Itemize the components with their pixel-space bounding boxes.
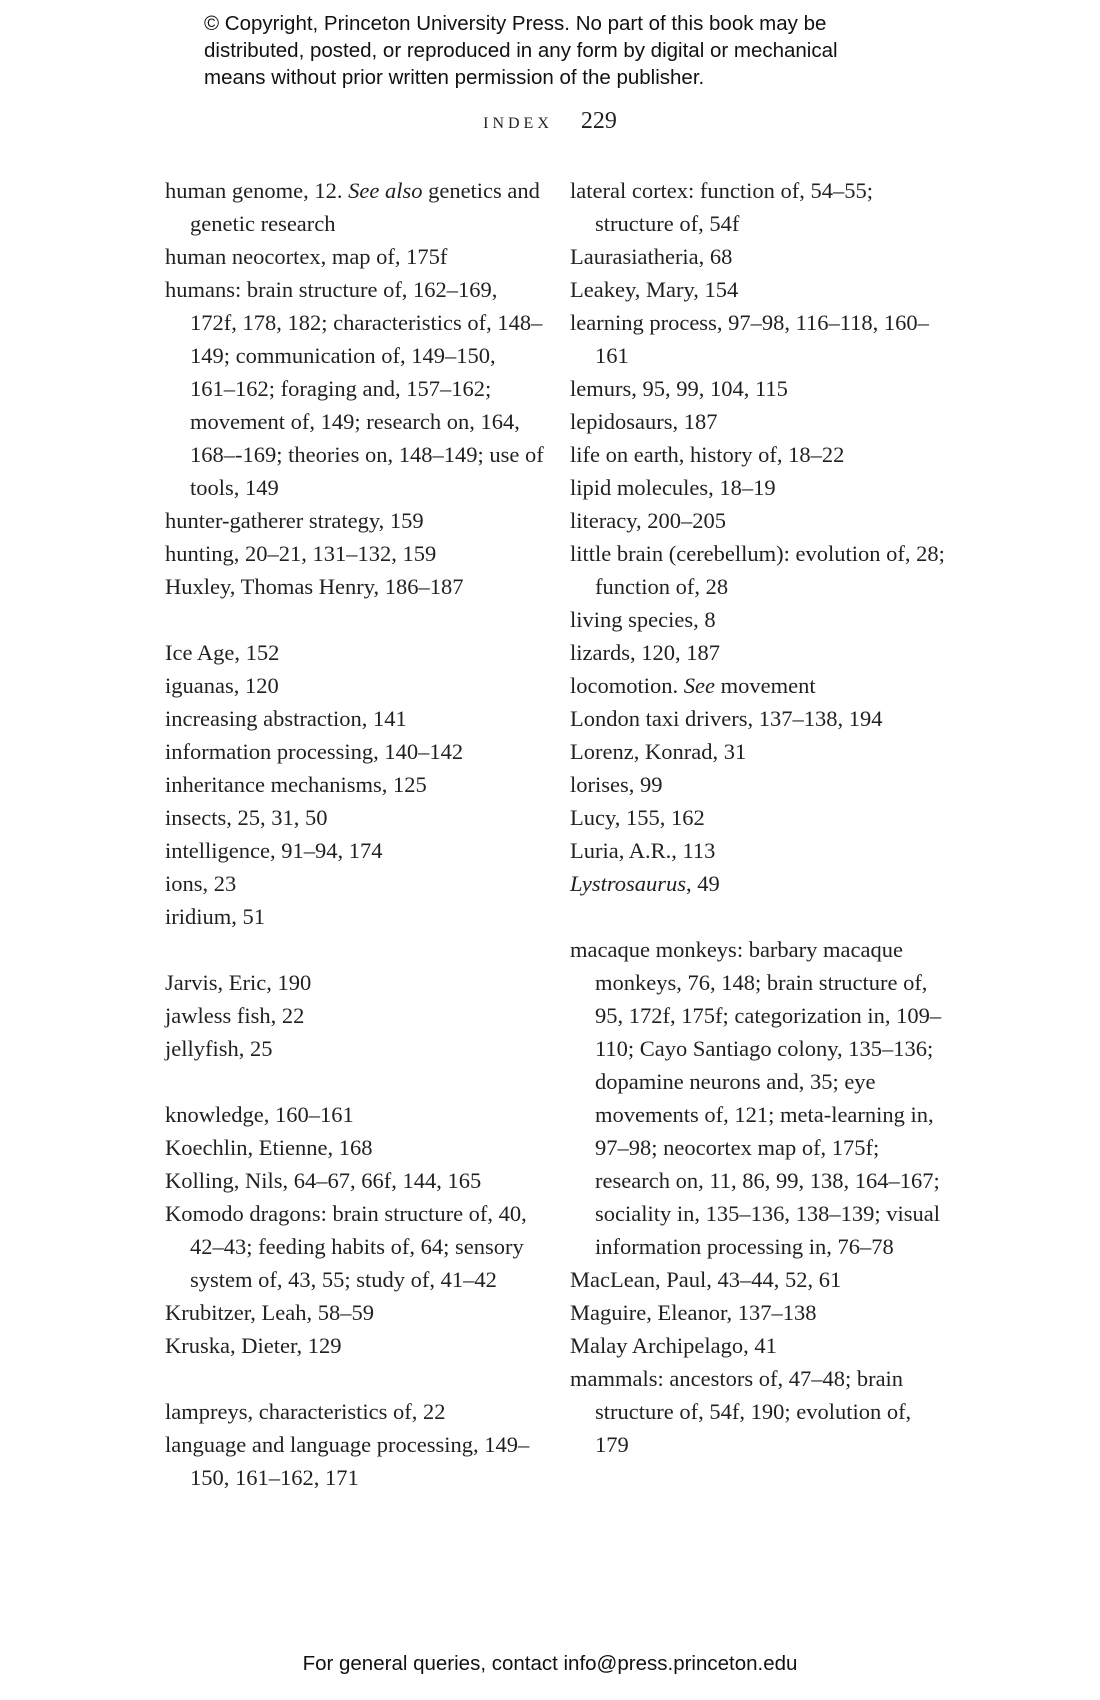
index-entry: life on earth, history of, 18–22: [570, 442, 845, 467]
copyright-line: means without prior written permission of the publisher.: [204, 66, 705, 89]
index-entry: mammals: ancestors of, 47–48; brain structure of, 54f, 190; evolution of, 179: [570, 1366, 912, 1457]
index-entry: locomotion. See movement: [570, 673, 816, 698]
index-entry: Komodo dragons: brain structure of, 40, 42–43; feeding habits of, 64; sensory system of, 43, 55; study of, 41–42: [165, 1201, 527, 1292]
index-entry: lizards, 120, 187: [570, 640, 720, 665]
copyright-line: © Copyright, Princeton University Press. No part of this book may be: [204, 12, 827, 35]
index-column-right: [570, 174, 950, 1461]
index-entry: Ice Age, 152: [165, 640, 280, 665]
letter-group-gap: [165, 1065, 545, 1098]
index-entry: jawless fish, 22: [165, 1003, 305, 1028]
index-entry: Lucy, 155, 162: [570, 805, 705, 830]
index-entry: Maguire, Eleanor, 137–138: [570, 1300, 817, 1325]
index-entry: inheritance mechanisms, 125: [165, 772, 427, 797]
index-entry: Kruska, Dieter, 129: [165, 1333, 342, 1358]
index-entry: literacy, 200–205: [570, 508, 726, 533]
index-entry: lateral cortex: function of, 54–55; structure of, 54f: [570, 178, 874, 236]
index-entry: MacLean, Paul, 43–44, 52, 61: [570, 1267, 842, 1292]
index-entry: language and language processing, 149–150, 161–162, 171: [165, 1432, 530, 1490]
index-entry: Malay Archipelago, 41: [570, 1333, 777, 1358]
running-head-label: INDEX: [483, 115, 553, 132]
letter-group-gap: [570, 900, 950, 933]
index-entry: lorises, 99: [570, 772, 663, 797]
index-entry: learning process, 97–98, 116–118, 160–161: [570, 310, 929, 368]
index-entry: increasing abstraction, 141: [165, 706, 407, 731]
index-column-left: [165, 174, 545, 1494]
index-entry: iguanas, 120: [165, 673, 279, 698]
index-entry: Kolling, Nils, 64–67, 66f, 144, 165: [165, 1168, 482, 1193]
index-entry: hunter-gatherer strategy, 159: [165, 508, 424, 533]
index-entry: intelligence, 91–94, 174: [165, 838, 383, 863]
index-entry: London taxi drivers, 137–138, 194: [570, 706, 883, 731]
index-entry: Koechlin, Etienne, 168: [165, 1135, 373, 1160]
index-entry: macaque monkeys: barbary macaque monkeys, 76, 148; brain structure of, 95, 172f, 175f; categorization in, 109–110; Cayo Santiago colony, 135–136; dopamine neurons and, 35; eye movements of, 121; meta-learning in, 97–98; neocortex map of, 175f; research on, 11, 86, 99, 138, 164–167; sociality in, 135–136, 138–139; visual information processing in, 76–78: [570, 937, 942, 1259]
index-entry: Leakey, Mary, 154: [570, 277, 739, 302]
index-entry: knowledge, 160–161: [165, 1102, 354, 1127]
index-entry: Huxley, Thomas Henry, 186–187: [165, 574, 464, 599]
index-entry: Jarvis, Eric, 190: [165, 970, 312, 995]
index-entry: insects, 25, 31, 50: [165, 805, 328, 830]
letter-group-gap: [165, 933, 545, 966]
index-entry: human neocortex, map of, 175f: [165, 244, 448, 269]
index-entry: lepidosaurs, 187: [570, 409, 718, 434]
index-entry: ions, 23: [165, 871, 237, 896]
running-head: [0, 108, 1100, 135]
index-entry: human genome, 12. See also genetics and genetic research: [165, 178, 540, 236]
index-entry: Lystrosaurus, 49: [570, 871, 720, 896]
index-entry: lemurs, 95, 99, 104, 115: [570, 376, 788, 401]
page-number: 229: [580, 108, 617, 134]
letter-group-gap: [165, 603, 545, 636]
index-entry: living species, 8: [570, 607, 716, 632]
letter-group-gap: [165, 1362, 545, 1395]
index-entry: hunting, 20–21, 131–132, 159: [165, 541, 437, 566]
index-entry: jellyfish, 25: [165, 1036, 273, 1061]
copyright-notice: [204, 10, 924, 91]
index-entry: Laurasiatheria, 68: [570, 244, 733, 269]
index-entry: iridium, 51: [165, 904, 265, 929]
index-entry: lampreys, characteristics of, 22: [165, 1399, 446, 1424]
index-entry: information processing, 140–142: [165, 739, 464, 764]
index-entry: lipid molecules, 18–19: [570, 475, 776, 500]
index-entry: Lorenz, Konrad, 31: [570, 739, 747, 764]
index-entry: Krubitzer, Leah, 58–59: [165, 1300, 375, 1325]
index-entry: Luria, A.R., 113: [570, 838, 716, 863]
index-entry: humans: brain structure of, 162–169, 172f, 178, 182; characteristics of, 148–149; communication of, 149–150, 161–162; foraging and, 157–162; movement of, 149; research on, 164, 168–-169; theories on, 148–149; use of tools, 149: [165, 277, 544, 500]
index-entry: little brain (cerebellum): evolution of, 28; function of, 28: [570, 541, 945, 599]
copyright-line: distributed, posted, or reproduced in any form by digital or mechanical: [204, 39, 838, 62]
footer-contact: For general queries, contact info@press.princeton.edu: [302, 1652, 798, 1675]
